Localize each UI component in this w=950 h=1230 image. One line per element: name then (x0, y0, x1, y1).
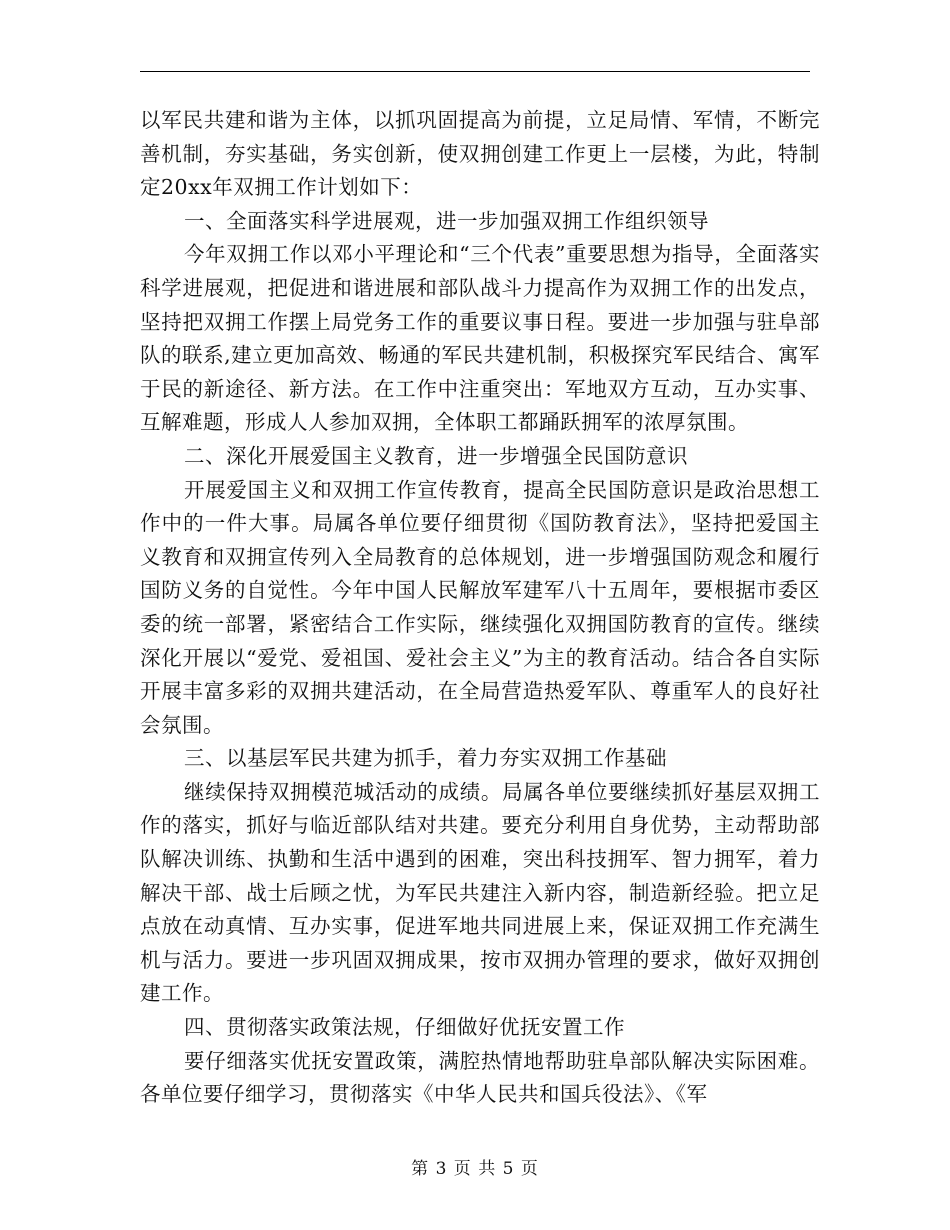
section-heading-4: 四、贯彻落实政策法规，仔细做好优抚安置工作 (184, 1015, 625, 1040)
section-heading-1: 一、全面落实科学进展观，进一步加强双拥工作组织领导 (184, 208, 709, 233)
section-heading-3: 三、以基层军民共建为抓手，着力夯实双拥工作基础 (184, 746, 667, 771)
paragraph-section-4: 要仔细落实优抚安置政策，满腔热情地帮助驻阜部队解决实际困难。各单位要仔细学习，贯彻落实《中华人民共和国兵役法》、《军 (140, 1048, 820, 1107)
page-number-footer: 第 3 页 共 5 页 (411, 1159, 539, 1179)
document-body (140, 104, 820, 1112)
paragraph-intro: 以军民共建和谐为主体，以抓巩固提高为前提，立足局情、军情，不断完善机制，夯实基础，务实创新，使双拥创建工作更上一层楼，为此，特制定20xx年双拥工作计划如下： (140, 108, 820, 200)
paragraph-section-3: 继续保持双拥模范城活动的成绩。局属各单位要继续抓好基层双拥工作的落实，抓好与临近部队结对共建。要充分利用自身优势，主动帮助部队解决训练、执勤和生活中遇到的困难，突出科技拥军、智力拥军，着力解决干部、战士后顾之忧，为军民共建注入新内容，制造新经验。把立足点放在动真情、互办实事，促进军地共同进展上来，保证双拥工作充满生机与活力。要进一步巩固双拥成果，按市双拥办管理的要求，做好双拥创建工作。 (140, 779, 820, 1006)
paragraph-section-2: 开展爱国主义和双拥工作宣传教育，提高全民国防意识是政治思想工作中的一件大事。局属各单位要仔细贯彻《国防教育法》，坚持把爱国主义教育和双拥宣传列入全局教育的总体规划，进一步增强国防观念和履行国防义务的自觉性。今年中国人民解放军建军八十五周年，要根据市委区委的统一部署，紧密结合工作实际，继续强化双拥国防教育的宣传。继续深化开展以“爱党、爱祖国、爱社会主义”为主的教育活动。结合各自实际开展丰富多彩的双拥共建活动，在全局营造热爱军队、尊重军人的良好社会氛围。 (140, 477, 820, 737)
header-rule (140, 71, 810, 72)
section-heading-2: 二、深化开展爱国主义教育，进一步增强全民国防意识 (184, 443, 688, 468)
paragraph-section-1: 今年双拥工作以邓小平理论和“三个代表”重要思想为指导，全面落实科学进展观，把促进和谐进展和部队战斗力提高作为双拥工作的出发点，坚持把双拥工作摆上局党务工作的重要议事日程。要进一步加强与驻阜部队的联系,建立更加高效、畅通的军民共建机制，积极探究军民结合、寓军于民的新途径、新方法。在工作中注重突出：军地双方互动，互办实事、互解难题，形成人人参加双拥，全体职工都踊跃拥军的浓厚氛围。 (140, 242, 820, 435)
